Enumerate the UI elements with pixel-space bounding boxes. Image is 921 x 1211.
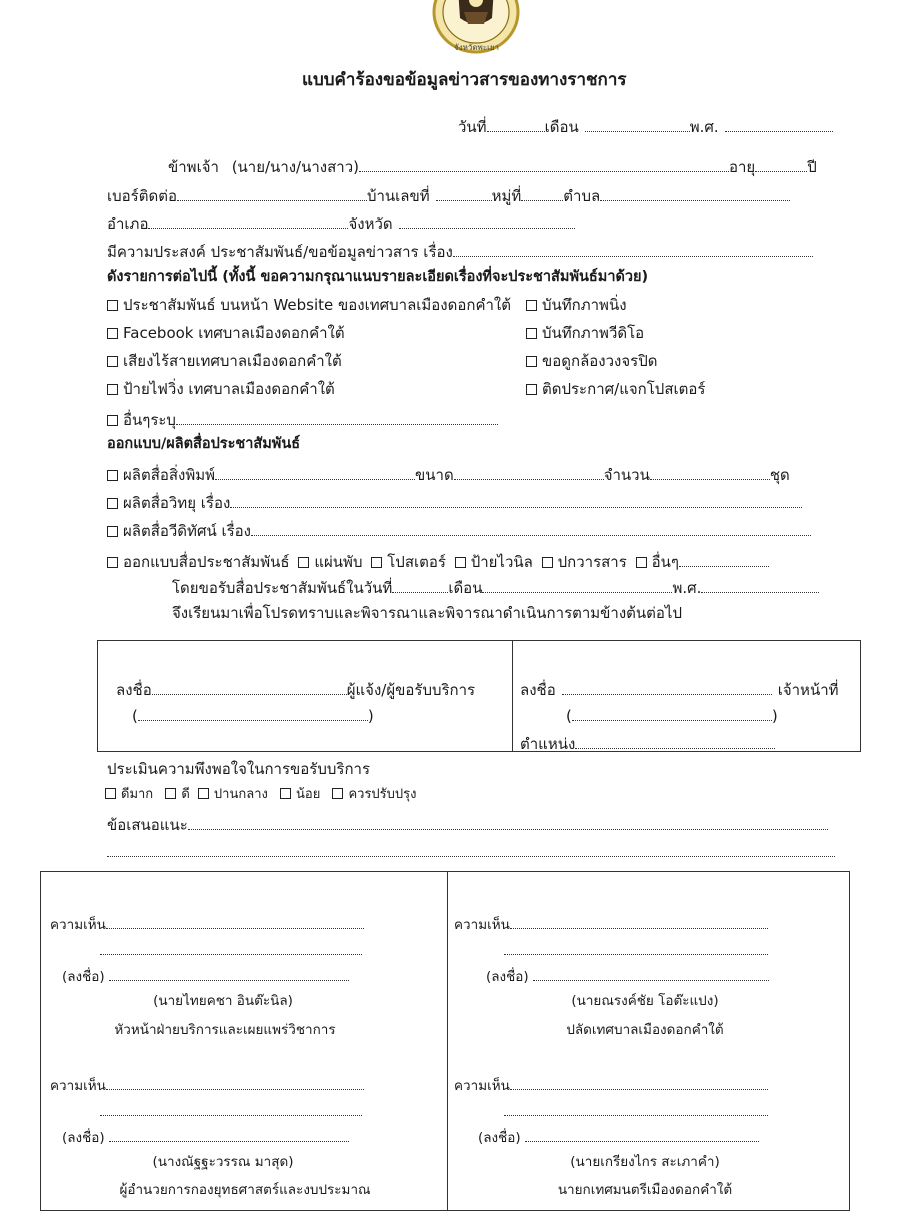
officer-name-open-paren: ( [566,707,572,725]
date-year-field[interactable] [725,117,833,132]
design-radio-field[interactable] [230,493,802,508]
right-top-opinion-field-2[interactable] [504,940,768,955]
house-no-field[interactable] [436,186,492,201]
right-top-sign-label: (ลงชื่อ) [486,969,529,985]
contact-line [107,186,790,204]
design-brochure-label: แผ่นพับ [314,553,363,571]
left-top-opinion-line-2 [100,940,362,958]
left-bottom-opinion-line [50,1075,364,1094]
date-month-label: เดือน [544,118,579,136]
design-radio-label: ผลิตสื่อวิทยุ เรื่อง [123,494,231,512]
suggestion-line [107,815,828,833]
suggestion-label: ข้อเสนอแนะ [107,816,188,834]
right-bottom-opinion-line-2 [504,1101,768,1119]
rating-excellent-checkbox[interactable] [105,788,116,799]
amphoe-label: อำเภอ [107,215,149,233]
design-print-checkbox[interactable] [107,470,118,481]
age-label: อายุ [728,158,756,176]
list-heading: ดังรายการต่อไปนี้ (ทั้งนี้ ขอความกรุณาแนบรายละเอียดเรื่องที่จะประชาสัมพันธ์มาด้วย) [107,269,649,285]
applicant-name-field[interactable] [359,157,729,172]
left-bottom-title: ผู้อำนวยการกองยุทธศาสตร์และงบประมาณ [119,1182,371,1198]
house-no-label: บ้านเลขที่ [366,187,430,205]
option-facebook[interactable] [107,326,345,341]
option-cctv[interactable] [526,354,657,369]
left-top-sign-line [62,966,349,985]
option-poster-post-label: ติดประกาศ/แจกโปสเตอร์ [542,380,706,398]
rating-low-label: น้อย [296,787,321,802]
receive-year-label: พ.ศ. [672,579,702,597]
option-photo-label: บันทึกภาพนิ่ง [542,296,627,314]
left-top-sign-field[interactable] [109,966,349,981]
option-poster-post[interactable] [526,382,705,397]
design-other-label: อื่นๆ [651,553,679,571]
design-gazette-label: ปกวารสาร [557,553,627,571]
right-top-title: ปลัดเทศบาลเมืองดอกคำใต้ [566,1022,724,1038]
option-facebook-checkbox[interactable] [107,328,118,339]
requester-name-field[interactable] [138,706,368,721]
officer-position-field[interactable] [575,734,775,749]
right-bottom-opinion-field-2[interactable] [504,1101,768,1116]
requester-sign-label: ลงชื่อ [116,681,152,699]
requester-sign-field[interactable] [152,680,347,695]
date-year-label: พ.ศ. [689,118,719,136]
province-label: จังหวัด [348,215,393,233]
option-led-sign-label: ป้ายไฟวิ่ง เทศบาลเมืองดอกคำใต้ [123,380,335,398]
right-bottom-sign-line [478,1127,759,1146]
design-pr-label: ออกแบบสื่อประชาสัมพันธ์ [123,553,290,571]
option-poster-post-checkbox[interactable] [526,384,537,395]
option-other-checkbox[interactable] [107,415,118,426]
design-set-label: ชุด [769,466,790,484]
left-top-opinion-field-2[interactable] [100,940,362,955]
suggestion-field-2[interactable] [107,842,835,857]
option-led-sign-checkbox[interactable] [107,384,118,395]
option-wireless-broadcast[interactable] [107,354,342,369]
left-top-opinion-line [50,914,364,933]
age-field[interactable] [755,157,807,172]
requester-role-label: ผู้แจ้ง/ผู้ขอรับบริการ [346,681,476,699]
left-bottom-name: (นางณัฐฐะวรรณ มาสุด) [152,1154,294,1170]
option-other-label: อื่นๆระบุ [123,411,176,429]
tambon-label: ตำบล [563,187,601,205]
purpose-line [107,242,813,260]
officer-sign-line [520,680,839,698]
right-bottom-name: (นายเกรียงไกร สะเภาคำ) [570,1154,720,1170]
design-gazette-checkbox[interactable] [542,557,553,568]
right-bottom-opinion-line [454,1075,768,1094]
right-bottom-sign-field[interactable] [525,1127,759,1142]
officer-sign-field[interactable] [562,680,772,695]
design-radio-checkbox[interactable] [107,498,118,509]
signature-box-divider [512,640,513,752]
option-other-field[interactable] [176,410,498,425]
rating-improve-checkbox[interactable] [332,788,343,799]
design-heading: ออกแบบ/ผลิตสื่อประชาสัมพันธ์ [107,436,301,452]
form-title: แบบคำร้องขอข้อมูลข่าวสารของทางราชการ [302,70,627,90]
option-photo[interactable] [526,298,627,313]
satisfaction-heading: ประเมินความพึงพอใจในการขอรับบริการ [107,760,371,778]
right-top-opinion-line-2 [504,940,768,958]
option-facebook-label: Facebook เทศบาลเมืองดอกคำใต้ [123,324,345,342]
officer-sign-label: ลงชื่อ [520,681,556,699]
left-top-opinion-field[interactable] [106,914,364,929]
option-video-record[interactable] [526,326,644,341]
rating-fair-checkbox[interactable] [198,788,209,799]
officer-name-field[interactable] [572,706,772,721]
amphoe-field[interactable] [148,214,348,229]
left-top-opinion-label: ความเห็น [50,917,106,933]
receive-year-field[interactable] [701,578,819,593]
design-video-row [107,521,811,539]
option-led-sign[interactable] [107,382,335,397]
right-top-name: (นายณรงค์ชัย โอต๊ะแปง) [571,993,719,1009]
left-top-sign-label: (ลงชื่อ) [62,969,105,985]
design-video-label: ผลิตสื่อวีดิทัศน์ เรื่อง [123,522,251,540]
rating-low-checkbox[interactable] [280,788,291,799]
left-bottom-opinion-field-2[interactable] [100,1101,362,1116]
right-top-sign-field[interactable] [533,966,769,981]
satisfaction-options [105,788,417,801]
right-top-sign-line [486,966,769,985]
option-photo-checkbox[interactable] [526,300,537,311]
suggestion-field-1[interactable] [188,815,828,830]
moo-field[interactable] [521,186,563,201]
design-pr-row [107,552,769,570]
approval-box-divider [447,871,448,1211]
rating-excellent-label: ดีมาก [121,787,154,802]
rating-good-label: ดี [181,787,190,802]
design-video-field[interactable] [251,521,811,536]
phone-field[interactable] [177,186,367,201]
receive-day-field[interactable] [392,578,448,593]
address-line [107,214,575,232]
receive-month-field[interactable] [482,578,672,593]
closing-sentence: จึงเรียนมาเพื่อโปรดทราบและพิจารณาและพิจารณาดำเนินการตามข้างต้นต่อไป [172,604,682,622]
option-other[interactable] [107,410,498,428]
design-brochure-checkbox[interactable] [298,557,309,568]
design-other-checkbox[interactable] [636,557,647,568]
officer-name-close-paren: ) [771,707,778,725]
design-video-checkbox[interactable] [107,526,118,537]
requester-name-open-paren: ( [132,707,138,725]
province-field[interactable] [399,214,575,229]
iam-label: ข้าพเจ้า [168,158,219,176]
option-wireless-checkbox[interactable] [107,356,118,367]
option-website-checkbox[interactable] [107,300,118,311]
rating-good-checkbox[interactable] [165,788,176,799]
right-top-opinion-line [454,914,768,933]
design-poster-checkbox[interactable] [371,557,382,568]
requester-name-line [132,706,374,724]
design-print-label: ผลิตสื่อสิ่งพิมพ์ [123,466,216,484]
requester-name-close-paren: ) [367,707,374,725]
left-bottom-opinion-line-2 [100,1101,362,1119]
municipal-seal-logo [430,0,522,58]
officer-role-label: เจ้าหน้าที่ [777,681,839,699]
design-other-field[interactable] [679,552,769,567]
option-website-label: ประชาสัมพันธ์ บนหน้า Website ของเทศบาลเมืองดอกคำใต้ [123,296,511,314]
design-qty-label: จำนวน [603,466,650,484]
option-video-record-checkbox[interactable] [526,328,537,339]
date-month-field[interactable] [585,117,690,132]
design-pr-checkbox[interactable] [107,557,118,568]
design-qty-field[interactable] [650,465,770,480]
design-vinyl-label: ป้ายไวนิล [470,553,533,571]
right-bottom-sign-label: (ลงชื่อ) [478,1130,521,1146]
suggestion-line-2 [107,842,835,860]
design-poster-label: โปสเตอร์ [387,553,446,571]
date-day-label: วันที่ [458,118,487,136]
receive-date-label: โดยขอรับสื่อประชาสัมพันธ์ในวันที่ [172,579,393,597]
option-wireless-label: เสียงไร้สายเทศบาลเมืองดอกคำใต้ [123,352,342,370]
prefix-label: (นาย/นาง/นางสาว) [231,158,359,176]
design-radio-row [107,493,802,511]
phone-label: เบอร์ติดต่อ [107,187,177,205]
tambon-field[interactable] [600,186,790,201]
rating-fair-label: ปานกลาง [213,787,268,802]
option-website[interactable] [107,298,511,313]
design-print-field[interactable] [215,465,415,480]
rating-improve-label: ควรปรับปรุง [348,787,417,802]
design-size-field[interactable] [454,465,604,480]
right-top-opinion-field[interactable] [510,914,768,929]
design-size-label: ขนาด [415,466,454,484]
purpose-field[interactable] [453,242,813,257]
right-bottom-opinion-field[interactable] [510,1075,768,1090]
officer-position-line [520,734,775,752]
receive-date-row [172,578,819,596]
moo-label: หมู่ที่ [491,187,522,205]
design-print-row [107,465,790,483]
officer-position-label: ตำแหน่ง [520,735,576,753]
age-unit-label: ปี [807,158,817,176]
left-bottom-sign-label: (ลงชื่อ) [62,1130,105,1146]
left-bottom-opinion-field[interactable] [106,1075,364,1090]
right-top-opinion-label: ความเห็น [454,917,510,933]
date-line [458,117,833,135]
receive-month-label: เดือน [448,579,483,597]
seal-caption: จังหวัดพะเยา [454,43,500,52]
left-bottom-opinion-label: ความเห็น [50,1078,106,1094]
requester-sign-line [116,680,475,698]
applicant-name-line [168,157,817,175]
date-day-field[interactable] [487,117,545,132]
right-bottom-opinion-label: ความเห็น [454,1078,510,1094]
design-vinyl-checkbox[interactable] [455,557,466,568]
right-bottom-title: นายกเทศมนตรีเมืองดอกคำใต้ [557,1182,733,1198]
left-bottom-sign-line [62,1127,349,1146]
left-top-name: (นายไทยคชา อินต๊ะนิล) [153,993,293,1009]
option-video-record-label: บันทึกภาพวีดิโอ [542,324,645,342]
purpose-label: มีความประสงค์ ประชาสัมพันธ์/ขอข้อมูลข่าวสาร เรื่อง [107,243,453,261]
officer-name-line [566,706,778,724]
left-bottom-sign-field[interactable] [109,1127,349,1142]
option-cctv-checkbox[interactable] [526,356,537,367]
option-cctv-label: ขอดูกล้องวงจรปิด [542,352,658,370]
left-top-title: หัวหน้าฝ่ายบริการและเผยแพร่วิชาการ [114,1022,336,1038]
